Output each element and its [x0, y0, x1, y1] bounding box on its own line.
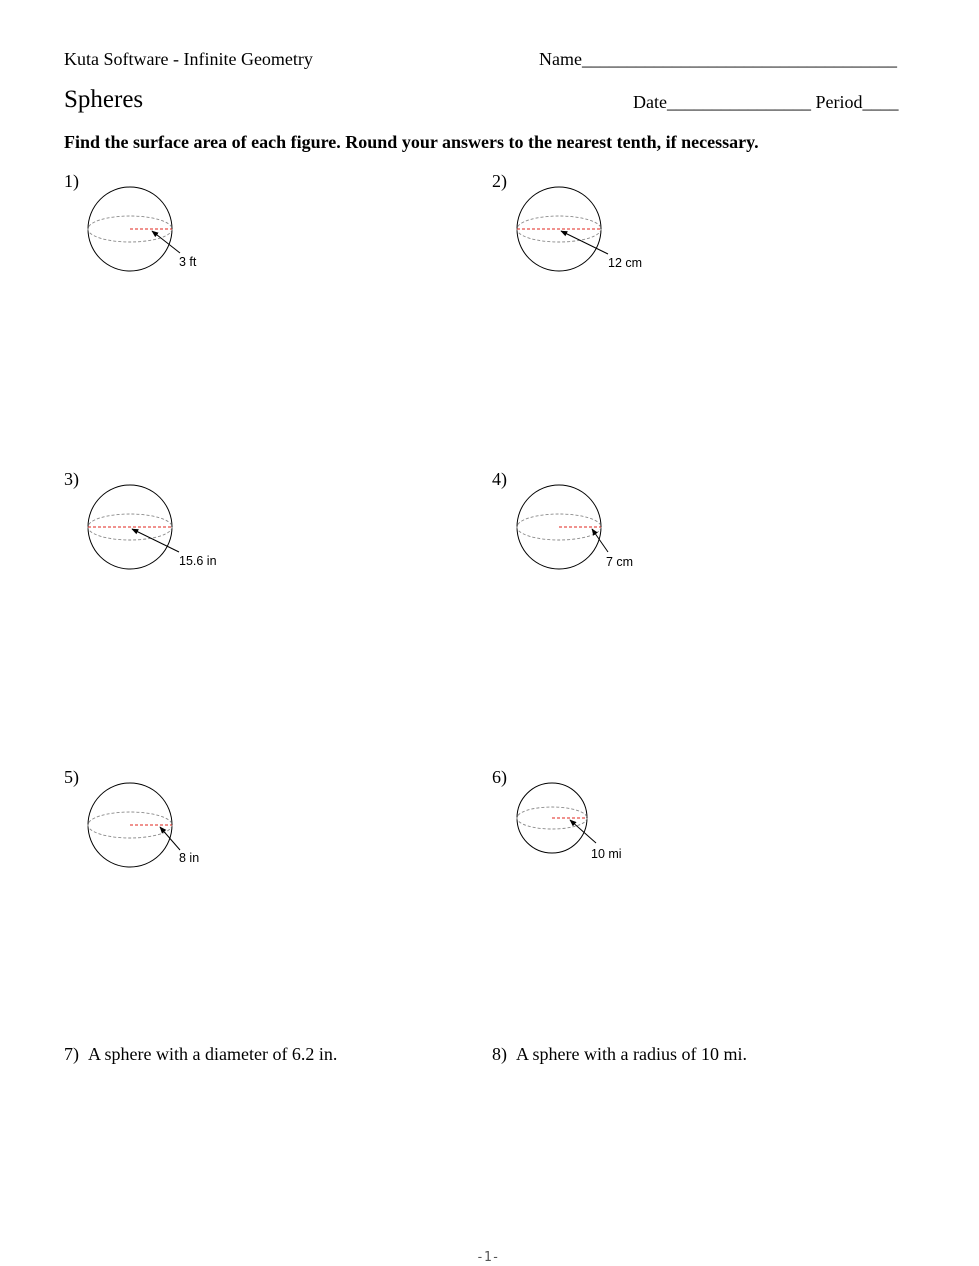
word-problem-8	[492, 1044, 747, 1065]
worksheet-title: Spheres	[64, 86, 144, 113]
publisher-line: Kuta Software - Infinite Geometry	[64, 49, 313, 69]
sphere-figure-3	[88, 485, 179, 569]
word-problem-7	[64, 1044, 337, 1065]
problem-number: 8)	[492, 1044, 507, 1064]
instructions: Find the surface area of each figure. Round your answers to the nearest tenth, if necessary.	[64, 132, 759, 152]
sphere-figure-5	[88, 783, 180, 867]
dimension-label: 3 ft	[179, 255, 197, 269]
date-period-field[interactable]: Date________________ Period____	[633, 92, 899, 112]
problem-number: 2)	[492, 171, 507, 191]
dimension-label: 15.6 in	[179, 554, 217, 568]
problem-number: 6)	[492, 767, 507, 787]
problem-text: A sphere with a diameter of 6.2 in.	[88, 1044, 338, 1064]
problem-text: A sphere with a radius of 10 mi.	[516, 1044, 747, 1064]
page-number: -1-	[476, 1250, 500, 1265]
dimension-label: 8 in	[179, 851, 200, 865]
sphere-figure-6	[517, 783, 596, 853]
dimension-label: 7 cm	[606, 555, 634, 569]
problem-number: 4)	[492, 469, 507, 489]
dimension-label: 12 cm	[608, 256, 643, 270]
problem-number: 3)	[64, 469, 79, 489]
problem-number: 1)	[64, 171, 79, 191]
pointer-arrow	[592, 529, 608, 552]
sphere-figure-2	[517, 187, 608, 271]
name-field[interactable]: Name___________________________________	[539, 49, 897, 69]
sphere-figure-1	[88, 187, 180, 271]
problem-number: 7)	[64, 1044, 79, 1064]
sphere-figure-4	[517, 485, 608, 569]
pointer-arrow	[160, 827, 180, 850]
dimension-label: 10 mi	[591, 847, 622, 861]
problem-number: 5)	[64, 767, 79, 787]
